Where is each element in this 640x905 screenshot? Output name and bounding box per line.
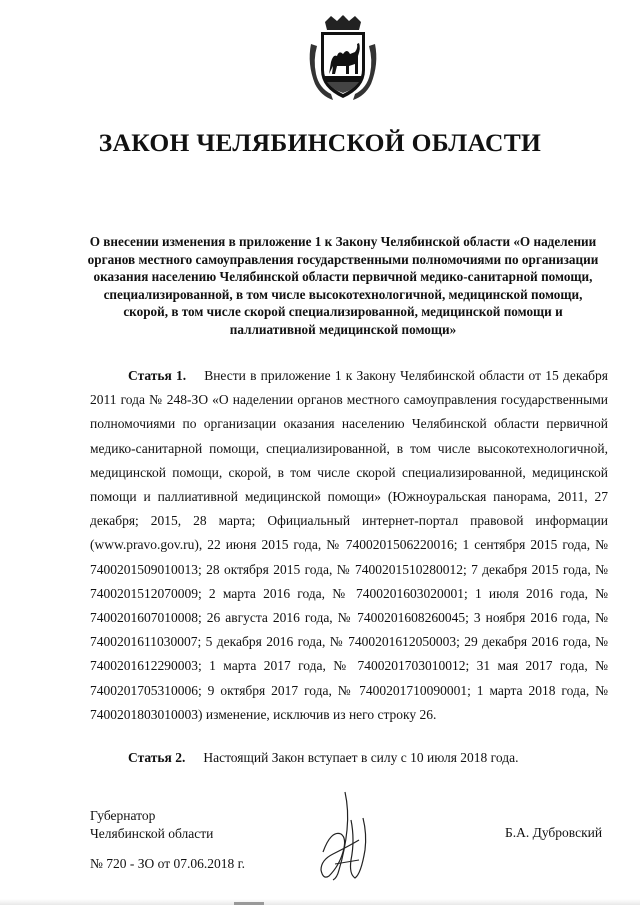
handwritten-signature [315, 790, 375, 885]
governor-title [90, 807, 213, 843]
governor-title-line2: Челябинской области [90, 826, 214, 841]
registration-number: № 720 - ЗО от 07.06.2018 г. [90, 856, 245, 871]
law-subtitle: О внесении изменения в приложение 1 к Закону Челябинской области «О наделении органов местного самоуправления государственными полномочиями по организации оказания населению Челябинской области первичной медико-санитарной помощи, специализированной, в том числе высокотехнологичной, медицинской помощи, скорой, в том числе скорой специализированной, медицинской помощи и паллиативной медицинской помощи» [87, 234, 599, 337]
article-2 [90, 747, 608, 769]
coat-of-arms-emblem [303, 14, 383, 104]
article-2-label: Статья 2. [128, 750, 186, 765]
article-2-text: Настоящий Закон вступает в силу с 10 июля 2018 года. [203, 750, 519, 765]
article-1-label: Статья 1. [128, 368, 187, 383]
scan-edge-shadow [0, 899, 640, 905]
law-title: ЗАКОН ЧЕЛЯБИНСКОЙ ОБЛАСТИ [98, 128, 542, 157]
governor-name: Б.А. Дубровский [505, 825, 603, 840]
governor-title-line1: Губернатор [90, 808, 156, 823]
article-1-text: Внести в приложение 1 к Закону Челябинской области от 15 декабря 2011 года № 248-ЗО «О наделении органов местного самоуправления государственными полномочиями по организации оказания населению Челябинской области первичной медико-санитарной помощи, специализированной, в том числе высокотехнологичной, медицинской помощи, скорой, в том числе скорой специализированной, медицинской помощи и паллиативной медицинской помощи» (Южноуральская панорама, 2011, 27 декабря; 2015, 28 марта; Официальный интернет-портал правовой информации (www.pravo.gov.ru), 22 июня 2015 года, № 7400201506220016; 1 сентября 2015 года, № 7400201509010013; 28 октября 2015 года, № 7400201510280012; 7 декабря 2015 года, № 7400201512070009; 2 марта 2016 года, № 7400201603020001; 1 июля 2016 года, № 7400201607010008; 26 августа 2016 года, № 7400201608260045; 3 ноября 2016 года, № 7400201611030007; 5 декабря 2016 года, № 7400201612050003; 29 декабря 2016 года, № 7400201612290003; 1 марта 2017 года, № 7400201703010012; 31 мая 2017 года, № 7400201705310006; 9 октября 2017 года, № 7400201710090001; 1 марта 2018 года, № 7400201803010003) изменение, исключив из него строку 26. [90, 368, 608, 722]
article-1 [90, 364, 608, 727]
